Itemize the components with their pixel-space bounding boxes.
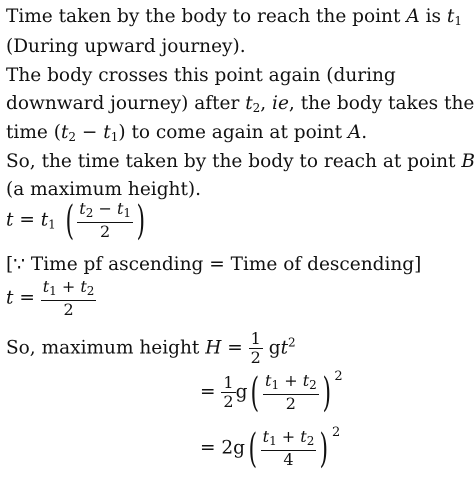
t-symbol: t [6, 209, 14, 231]
sub-1: 1 [269, 434, 277, 448]
half-fraction [249, 330, 263, 367]
left-paren: ( [248, 425, 258, 472]
point-b-symbol: B [461, 151, 475, 172]
text: (During upward journey). [6, 36, 246, 57]
line-2 [6, 35, 246, 58]
sub-1: 1 [110, 130, 119, 144]
t-symbol: t [80, 277, 87, 296]
numerator: 1 [223, 373, 234, 392]
denominator: 2 [41, 300, 97, 319]
exponent-2: 2 [331, 424, 341, 440]
t-symbol: t [245, 93, 253, 114]
equation-2: t = $\frac{t_1 + t_2}{2}$ [6, 277, 95, 319]
point-a-symbol: A [347, 122, 362, 143]
equation-4: = $\frac{1}{2}$ g( $\frac{t_1 + t_2}{2}$ ) $^2$ [200, 368, 343, 416]
denominator: 2 [250, 348, 261, 367]
denominator: 2 [77, 222, 133, 241]
t-symbol: t [262, 427, 270, 446]
text: time [6, 122, 48, 143]
sub-1: 1 [49, 284, 57, 298]
half-fraction [221, 374, 235, 411]
text: The body crosses this point again (during [6, 65, 396, 86]
text: So, maximum height [6, 337, 200, 359]
point-a-symbol: A [406, 6, 420, 27]
t-symbol: t [280, 337, 289, 359]
ie-symbol: ie [272, 93, 289, 114]
fraction: $\frac{t_2 - t_1}{2}$ [79, 199, 132, 241]
exponent-2: 2 [334, 368, 343, 384]
denominator: 2 [223, 392, 234, 411]
right-paren: ) [322, 369, 331, 416]
line-3 [6, 64, 396, 87]
two-coefficient: 2 [221, 437, 234, 459]
g-symbol: g [233, 437, 246, 459]
sub-1: 1 [454, 14, 462, 28]
t-symbol: t [40, 209, 49, 231]
t-symbol: t [302, 371, 310, 390]
g-symbol: g [268, 337, 281, 359]
t-symbol: t [116, 199, 124, 218]
sub-1: 1 [48, 217, 56, 232]
denominator: 2 [263, 394, 319, 413]
right-paren: ) [136, 197, 146, 244]
text: the body takes the [300, 93, 475, 114]
equation-3: So, maximum height H = $\frac{1}{2}$ $gt^2$ [6, 329, 296, 367]
t-symbol: t [300, 427, 307, 446]
fraction: $\frac{t_1 + t_2}{4}$ [262, 427, 315, 469]
sub-2: 2 [68, 130, 77, 144]
line-5: time $(t_2 - t_1)$ to come again at point A. [6, 122, 368, 144]
t-symbol: t [42, 277, 50, 296]
text: downward journey) after [6, 93, 240, 114]
fraction: $\frac{t_1 + t_2}{2}$ [265, 371, 317, 413]
left-paren: ( [65, 197, 74, 244]
line-8: [∵ Time pf ascending = Time of descending] [6, 254, 422, 275]
g-symbol: g [235, 381, 248, 403]
t-symbol: t [446, 6, 455, 27]
text: to come again at point [131, 122, 343, 143]
line-6 [6, 150, 475, 173]
t-symbol: t [79, 199, 86, 218]
because-symbol: ∵ [13, 254, 25, 275]
equation-5: = 2g( $\frac{t_1 + t_2}{4}$ ) $^2$ [200, 424, 341, 472]
t-symbol: t [265, 371, 272, 390]
h-symbol: H [205, 337, 222, 359]
sub-2: 2 [306, 434, 315, 448]
line-4: downward journey) after $t_2$, ie, the body takes the [6, 93, 475, 115]
line-1 [6, 5, 462, 33]
text: So, the time taken by the body to reach at point [6, 151, 456, 172]
right-paren: ) [319, 425, 329, 472]
fraction: $\frac{t_1 + t_2}{2}$ [42, 277, 95, 319]
numerator: 1 [250, 329, 261, 348]
denominator: 4 [261, 450, 317, 469]
sub-1: 1 [271, 378, 280, 392]
text: Time taken by the body to reach the point [6, 6, 401, 27]
equation-1: $t = t_1$ ( $\frac{t_2 - t_1}{2}$ ) [6, 197, 146, 244]
sub-2: 2 [309, 378, 317, 392]
text: (a maximum height). [6, 179, 201, 200]
t-symbol: t [6, 287, 14, 309]
left-paren: ( [250, 369, 260, 416]
t-symbol: t [103, 122, 111, 143]
sub-2: 2 [252, 101, 261, 115]
sup-2: 2 [288, 335, 296, 350]
sub-2: 2 [86, 284, 95, 298]
sub-2: 2 [85, 206, 94, 220]
t-symbol: t [60, 122, 69, 143]
text: Time pf ascending = Time of descending [30, 254, 415, 275]
is-word: is [425, 6, 441, 27]
line-7 [6, 178, 201, 201]
sub-1: 1 [123, 206, 132, 220]
